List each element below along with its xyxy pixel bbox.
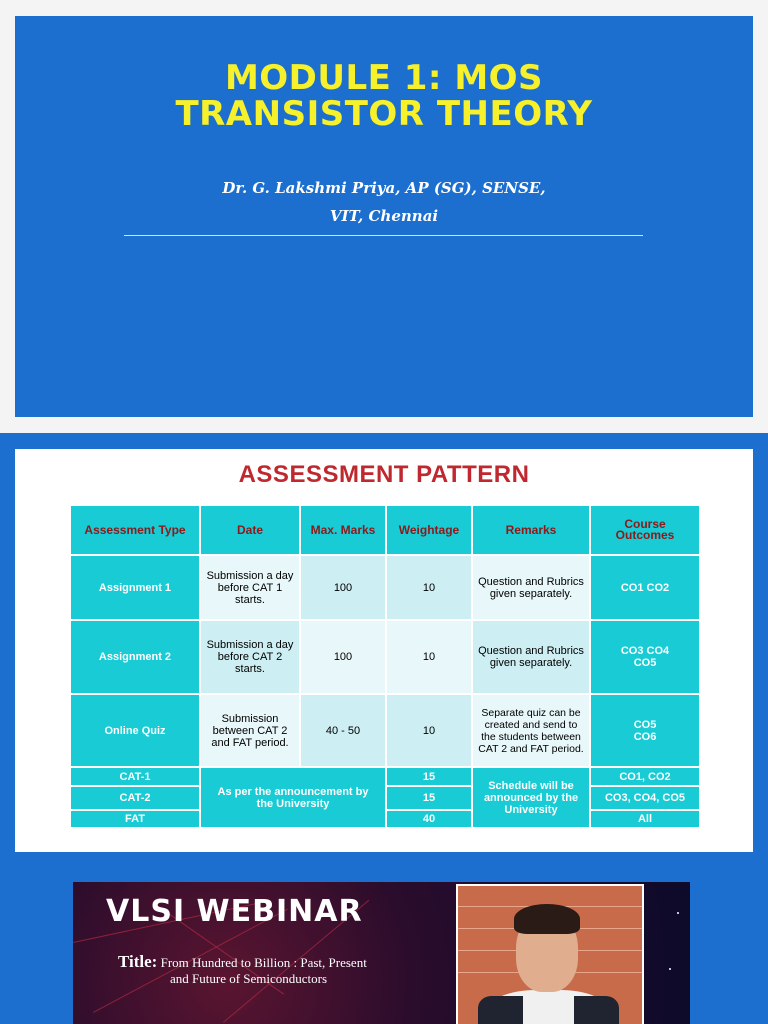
cell-date: Submission a day before CAT 2 starts. bbox=[200, 620, 300, 694]
author-line1: Dr. G. Lakshmi Priya, AP (SG), SENSE, bbox=[222, 179, 546, 197]
speaker-jacket bbox=[478, 996, 523, 1024]
cell-outcomes: CO1, CO2 bbox=[590, 767, 700, 786]
cell-merged-date-marks: As per the announcement by the University bbox=[200, 767, 386, 828]
cell-remarks: Question and Rubrics given separately. bbox=[472, 620, 590, 694]
subtitle-label: Title: bbox=[118, 952, 158, 971]
star-dot bbox=[669, 968, 671, 970]
cell-weightage: 10 bbox=[386, 620, 472, 694]
cell-marks: 100 bbox=[300, 555, 386, 620]
table-row bbox=[70, 694, 700, 767]
cell-weightage: 10 bbox=[386, 555, 472, 620]
cell-outcomes: CO3, CO4, CO5 bbox=[590, 786, 700, 810]
cell-date: Submission between CAT 2 and FAT period. bbox=[200, 694, 300, 767]
subtitle-line1: From Hundred to Billion : Past, Present bbox=[160, 955, 367, 970]
cell-weightage: 40 bbox=[386, 810, 472, 828]
speaker-jacket bbox=[574, 996, 619, 1024]
slide-title-line1: MODULE 1: MOS bbox=[224, 58, 544, 98]
cell-type: CAT-1 bbox=[70, 767, 200, 786]
assessment-table bbox=[69, 504, 701, 829]
header-weightage: Weightage bbox=[386, 505, 472, 555]
cell-type: FAT bbox=[70, 810, 200, 828]
cell-outcomes: All bbox=[590, 810, 700, 828]
table-row bbox=[70, 767, 700, 786]
title-slide bbox=[15, 16, 753, 417]
cell-outcomes: CO1 CO2 bbox=[590, 555, 700, 620]
speaker-hair bbox=[514, 904, 580, 934]
table-row bbox=[70, 620, 700, 694]
slide-title-line2: TRANSISTOR THEORY bbox=[175, 94, 593, 134]
assessment-slide bbox=[15, 449, 753, 852]
webinar-title: VLSI WEBINAR bbox=[106, 894, 363, 929]
header-remarks: Remarks bbox=[472, 505, 590, 555]
cell-marks: 40 - 50 bbox=[300, 694, 386, 767]
cell-weightage: 10 bbox=[386, 694, 472, 767]
cell-date: Submission a day before CAT 1 starts. bbox=[200, 555, 300, 620]
divider-line bbox=[124, 235, 643, 236]
assessment-title: ASSESSMENT PATTERN bbox=[238, 461, 530, 488]
cell-type: CAT-2 bbox=[70, 786, 200, 810]
cell-remarks: Separate quiz can be created and send to the students between CAT 2 and FAT period. bbox=[472, 694, 590, 767]
table-header-row bbox=[70, 505, 700, 555]
author-line2: VIT, Chennai bbox=[329, 207, 439, 225]
header-date: Date bbox=[200, 505, 300, 555]
cell-weightage: 15 bbox=[386, 767, 472, 786]
cell-remarks: Question and Rubrics given separately. bbox=[472, 555, 590, 620]
cell-type: Assignment 2 bbox=[70, 620, 200, 694]
subtitle-line2: and Future of Semiconductors bbox=[170, 971, 328, 986]
webinar-subtitle bbox=[118, 954, 458, 987]
header-max-marks: Max. Marks bbox=[300, 505, 386, 555]
cell-type: Online Quiz bbox=[70, 694, 200, 767]
cell-outcomes: CO5 CO6 bbox=[590, 694, 700, 767]
cell-merged-remarks: Schedule will be announced by the University bbox=[472, 767, 590, 828]
header-assessment-type: Assessment Type bbox=[70, 505, 200, 555]
slide-title bbox=[15, 60, 753, 132]
webinar-slide bbox=[73, 882, 690, 1024]
speaker-photo bbox=[456, 884, 644, 1024]
author-credit bbox=[15, 174, 753, 230]
assessment-slide-frame bbox=[0, 433, 768, 865]
cell-outcomes: CO3 CO4 CO5 bbox=[590, 620, 700, 694]
table-row bbox=[70, 555, 700, 620]
cell-marks: 100 bbox=[300, 620, 386, 694]
cell-weightage: 15 bbox=[386, 786, 472, 810]
star-dot bbox=[677, 912, 679, 914]
header-course-outcomes: Course Outcomes bbox=[590, 505, 700, 555]
cell-type: Assignment 1 bbox=[70, 555, 200, 620]
